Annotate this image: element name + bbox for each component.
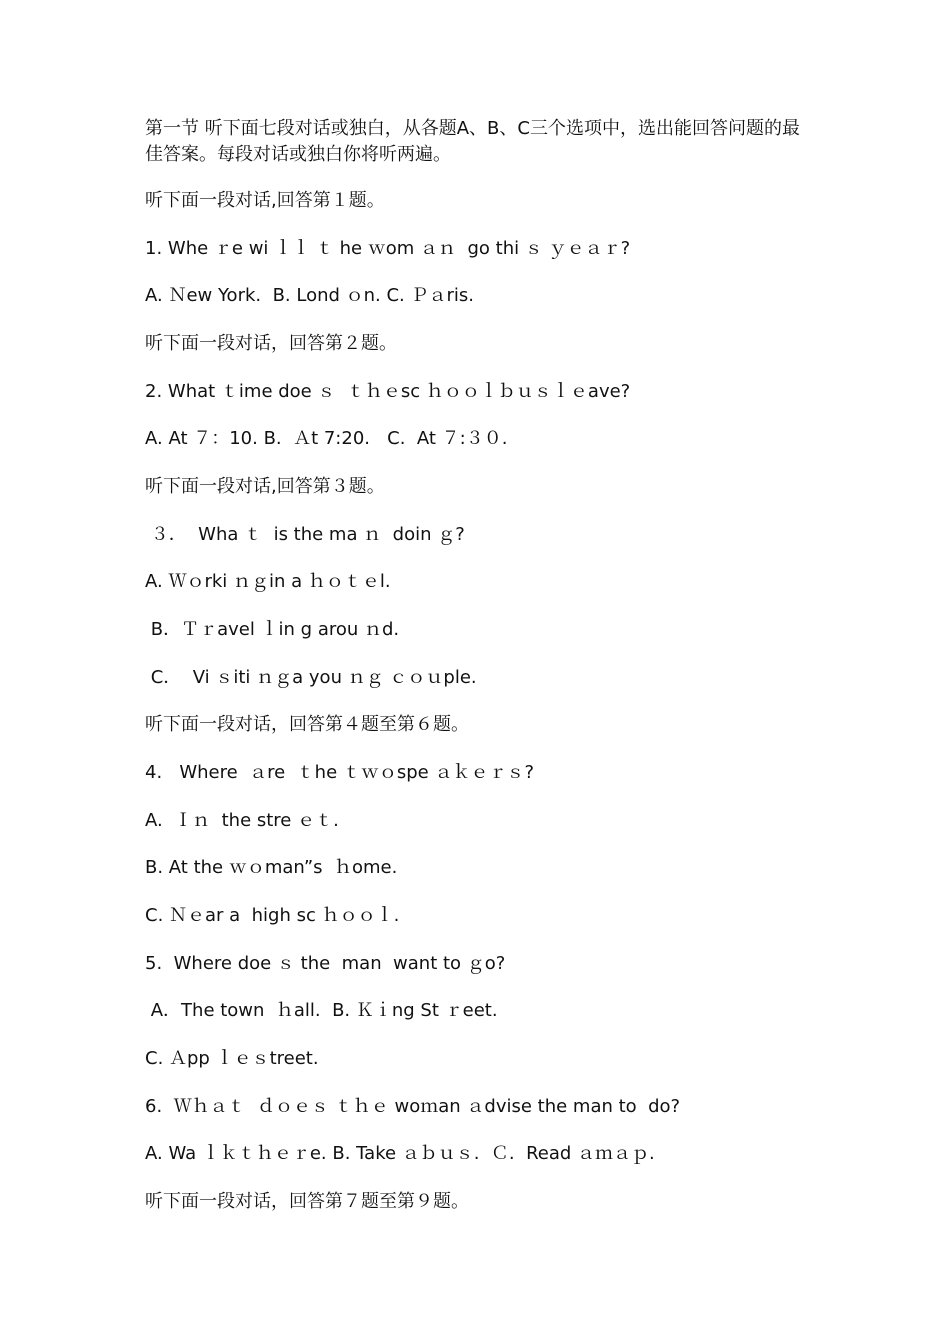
dialogue-2-prompt: 听下面一段对话，回答第２题。 — [145, 333, 397, 354]
question-6: 6. Ｗｈａｔ ｄｏｅｓ ｔｈｅ woｍan ａdvise the man to do? — [145, 1096, 681, 1117]
question-3: ３． Wha ｔ is the ma ｎ doin ｇ? — [145, 524, 465, 545]
question-3-option-c: C． Vi ｓiti ｎｇa you ｎｇ ｃｏｕple. — [145, 667, 477, 688]
question-2: 2. What ｔime doe ｓ ｔｈｅsc ｈｏｏｌｂｕｓｌｅave? — [145, 381, 631, 402]
question-6-options: A. Wa ｌｋｔｈｅｒe. B. Take ａｂｕｓ. Ｃ. Read ａｍａｐ. — [145, 1143, 655, 1164]
question-5-option-c: C. Ａpp ｌｅｓtreet. — [145, 1048, 319, 1069]
question-1-options: A. Ｎew York. B. Lond ｏn. C. Ｐａris. — [145, 285, 475, 306]
dialogue-4-prompt: 听下面一段对话，回答第４题至第６题。 — [145, 714, 469, 735]
question-4-option-b: B. At the ｗｏman”s ｈome. — [145, 857, 398, 878]
question-3-option-b: B．Ｔｒavel ｌin g arou ｎd. — [145, 619, 400, 640]
question-2-options: A. At ７：10. B. Ａt 7:20. C. At ７:３０. — [145, 428, 508, 449]
dialogue-5-prompt: 听下面一段对话，回答第７题至第９题。 — [145, 1191, 469, 1212]
question-1: 1. Whe ｒe wi ｌｌ ｔ he ｗom ａｎ go thi ｓ ｙｅａｒ? — [145, 238, 631, 259]
dialogue-3-prompt: 听下面一段对话,回答第３题。 — [145, 476, 385, 497]
question-4-option-c: C. Ｎｅar a high sc ｈｏｏｌ. — [145, 905, 400, 926]
question-5: 5. Where doe ｓ the man want to ｇo? — [145, 953, 506, 974]
question-3-option-a: A. Ｗｏrki ｎｇin a ｈｏｔｅl. — [145, 571, 391, 592]
question-4: 4. Where ａre ｔhe ｔｗｏspe ａｋｅｒｓ? — [145, 762, 535, 783]
question-5-options-ab: A．The town ｈall. B. Ｋｉng St ｒeet. — [145, 1000, 498, 1021]
dialogue-1-prompt: 听下面一段对话,回答第１题。 — [145, 190, 385, 211]
section-instructions: 第一节 听下面七段对话或独白，从各题A、B、C三个选项中，选出能回答问题的最佳答案。每段对话或独白你将听两遍。 — [145, 118, 800, 165]
question-4-option-a: A. Ｉｎ the stre ｅｔ. — [145, 810, 339, 831]
